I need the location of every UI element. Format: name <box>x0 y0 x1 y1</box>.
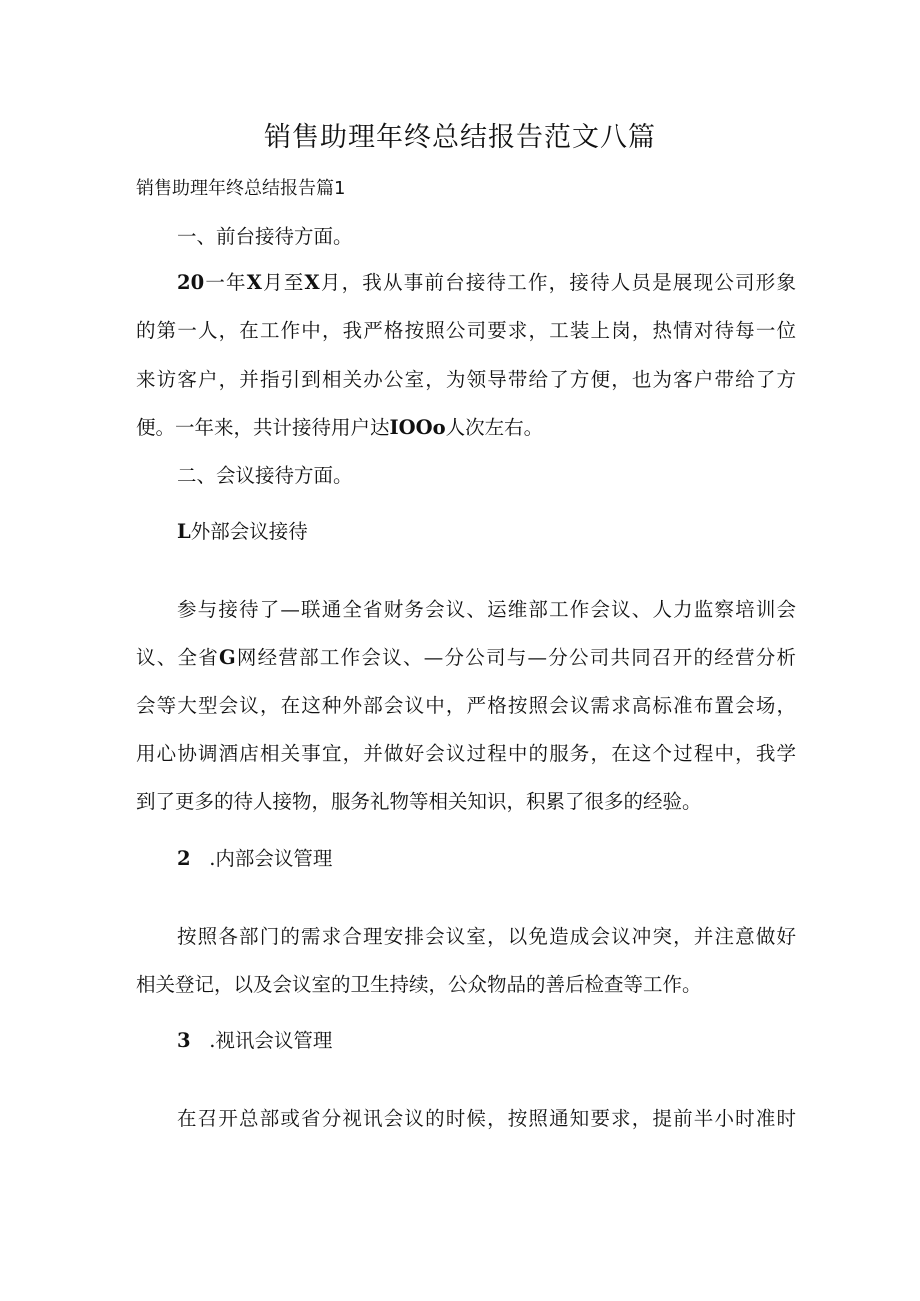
text-run: 便。一年来，共计接待用户达 <box>136 416 390 439</box>
paragraph-line: 在召开总部或省分视讯会议的时候，按照通知要求，提前半小时准时 <box>177 1107 796 1130</box>
text-run: X <box>246 271 262 294</box>
text-run: G <box>219 646 236 669</box>
year-text: 20 <box>177 271 205 294</box>
text-run: 月，我从事前台接待工作，接待人员是展现公司形象 <box>319 271 796 294</box>
list-item-heading <box>136 519 796 545</box>
paragraph-line <box>136 415 796 441</box>
section-heading-reception: 一、前台接待方面。 <box>177 225 353 248</box>
section-heading-meetings: 二、会议接待方面。 <box>177 464 353 487</box>
document-title: 销售助理年终总结报告范文八篇 <box>264 122 656 153</box>
list-item-text: .内部会议管理 <box>209 847 333 870</box>
list-item-text: 外部会议接待 <box>190 520 308 543</box>
paragraph-line: 相关登记，以及会议室的卫生持续，公众物品的善后检查等工作。 <box>136 973 702 996</box>
paragraph-line: 来访客户，并指引到相关办公室，为领导带给了方便，也为客户带给了方 <box>136 368 796 391</box>
list-item-text: .视讯会议管理 <box>209 1029 333 1052</box>
paragraph-line: 按照各部门的需求合理安排会议室，以免造成会议冲突，并注意做好 <box>177 925 796 948</box>
list-item-number: 2 <box>177 847 191 870</box>
text-run: X <box>304 271 320 294</box>
list-item-number: L <box>177 520 191 543</box>
text-run: 人次左右。 <box>445 416 544 439</box>
list-item-heading <box>136 846 796 872</box>
text-run: 月至 <box>261 271 305 294</box>
paragraph-line: 的第一人，在工作中，我严格按照公司要求，工装上岗，热情对待每一位 <box>136 319 796 342</box>
paragraph-line <box>136 645 796 671</box>
paragraph-line: 会等大型会议，在这种外部会议中，严格按照会议需求高标准布置会场， <box>136 694 796 717</box>
paragraph-line: 参与接待了—联通全省财务会议、运维部工作会议、人力监察培训会 <box>177 598 796 621</box>
text-run: 议、全省 <box>136 646 220 669</box>
paragraph-line: 用心协调酒店相关事宜，并做好会议过程中的服务，在这个过程中，我学 <box>136 742 796 765</box>
paragraph-line <box>136 270 796 296</box>
text-run: IOOo <box>389 416 446 439</box>
paragraph-line: 到了更多的待人接物，服务礼物等相关知识，积累了很多的经验。 <box>136 790 702 813</box>
text-run: 一年 <box>204 271 247 294</box>
document-subtitle: 销售助理年终总结报告篇1 <box>136 178 346 199</box>
text-run: 网经营部工作会议、—分公司与—分公司共同召开的经营分析 <box>235 646 796 669</box>
list-item-heading <box>136 1028 796 1054</box>
list-item-number: 3 <box>177 1029 191 1052</box>
